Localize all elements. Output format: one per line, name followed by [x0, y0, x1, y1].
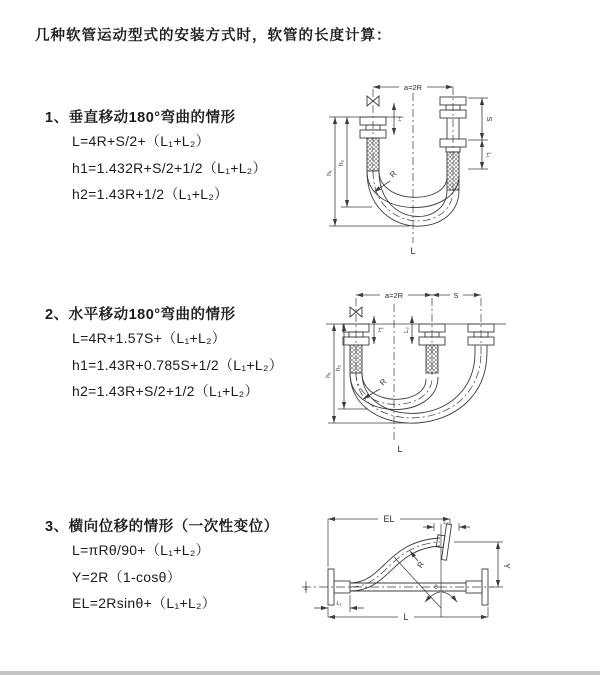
formula-line: L=4R+S/2+（L₁+L₂） [72, 133, 210, 149]
dim-label-h1: h₁ [326, 170, 333, 176]
section-2 [45, 303, 283, 405]
diagram-3-svg [298, 505, 600, 645]
formula-line: h1=1.43R+0.785S+1/2（L₁+L₂） [72, 356, 283, 373]
dim-label-l2: L₂ [443, 520, 449, 526]
section-3-heading: 3、横向位移的情形（一次性变位） [45, 519, 279, 535]
radius-label: R [378, 377, 389, 388]
formula-line: h1=1.432R+S/2+1/2（L₁+L₂） [72, 159, 267, 176]
theta-label: θ [434, 584, 438, 591]
dim-label-l1: L₁ [377, 327, 383, 333]
diagram-2-labels [325, 291, 459, 454]
dim-label-h2: h₂ [338, 159, 345, 167]
dim-label-y: Y [502, 563, 511, 569]
dim-label-l: L [403, 612, 409, 622]
formula-line: h2=1.43R+S/2+1/2（L₁+L₂） [72, 383, 259, 399]
length-label: L [397, 444, 403, 454]
dim-label-l1: L₁ [336, 601, 342, 607]
formula-line: L=πRθ/90+（L₁+L₂） [72, 542, 210, 558]
diagram-lateral-displacement [298, 505, 600, 645]
section-1-heading: 1、垂直移动180°弯曲的情形 [45, 110, 236, 126]
page-title: 几种软管运动型式的安装方式时，软管的长度计算： [35, 28, 392, 44]
dim-label-a2r: a=2R [384, 291, 404, 300]
radius-label: R [415, 559, 427, 570]
dim-label-s: S [453, 291, 459, 300]
dim-label-l1: L₁ [485, 152, 491, 158]
diagram-1-svg [310, 73, 592, 258]
valve-icon [367, 96, 379, 106]
dim-label-l1: L₁ [397, 116, 403, 122]
formula-line: L=4R+1.57S+（L₁+L₂） [72, 330, 227, 346]
dim-label-h2: h₂ [335, 364, 342, 372]
dim-label-el: EL [383, 514, 395, 524]
diagram-3-labels [305, 514, 512, 622]
diagram-vertical-180-bend [310, 73, 592, 258]
section-2-heading: 2、水平移动180°弯曲的情形 [45, 307, 236, 323]
radius-label: R [388, 169, 399, 180]
length-label: L [410, 246, 416, 256]
page-bottom-edge [0, 671, 600, 675]
formula-line: EL=2Rsinθ+（L₁+L₂） [72, 595, 217, 611]
centerline-mark: z [304, 586, 308, 592]
diagram-3-drawing [302, 513, 503, 622]
section-1 [45, 106, 267, 208]
dim-label-h1: h₁ [325, 372, 332, 378]
dim-label-s: S [485, 116, 494, 122]
diagram-2-drawing [326, 290, 506, 442]
section-3 [45, 515, 279, 617]
diagram-2-svg [308, 280, 600, 460]
formula-line: h2=1.43R+1/2（L₁+L₂） [72, 186, 229, 202]
formula-line: Y=2R（1-cosθ） [72, 568, 182, 585]
diagram-1-drawing [329, 82, 488, 243]
diagram-horizontal-180-bend [308, 280, 600, 460]
dim-label-a2r: a=2R [403, 83, 423, 92]
dim-label-l2: L₂ [404, 327, 410, 333]
diagram-1-labels [326, 83, 494, 256]
